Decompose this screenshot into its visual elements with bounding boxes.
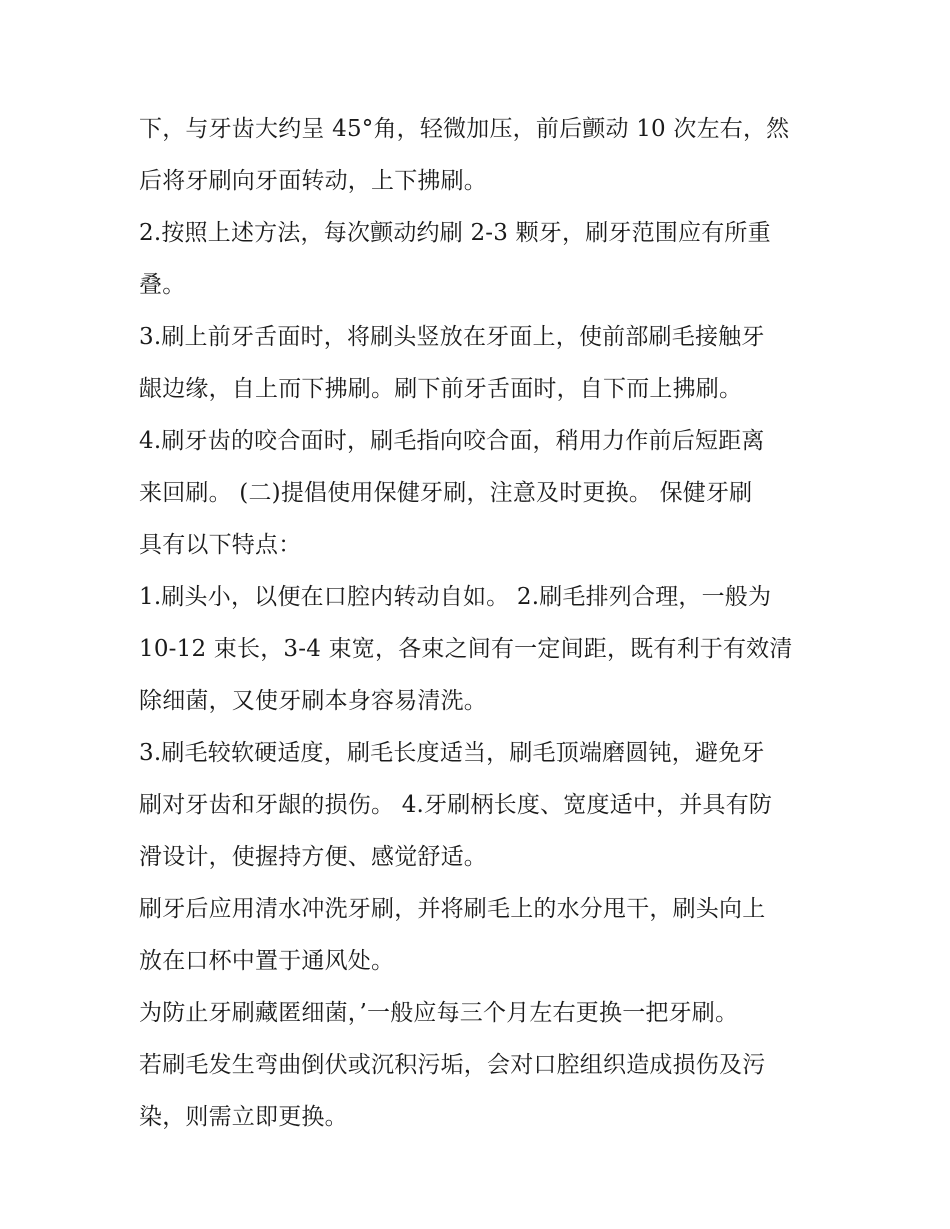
text-line: 具有以下特点： xyxy=(139,532,302,558)
text-line: 1.刷头小，以便在口腔内转动自如。 2.刷毛排列合理，一般为 xyxy=(139,584,772,610)
document-body xyxy=(139,103,819,1143)
text-line: 染，则需立即更换。 xyxy=(139,1104,348,1130)
text-line: 除细菌，又使牙刷本身容易清洗。 xyxy=(139,688,487,714)
text-line: 为防止牙刷藏匿细菌，’一般应每三个月左右更换一把牙刷。 xyxy=(139,1000,739,1026)
text-line: 龈边缘，自上而下拂刷。刷下前牙舌面时，自下而上拂刷。 xyxy=(139,376,743,402)
text-line: 3.刷毛较软硬适度，刷毛长度适当，刷毛顶端磨圆钝，避免牙 xyxy=(139,740,765,766)
text-line: 放在口杯中置于通风处。 xyxy=(139,948,395,974)
text-line: 下，与牙齿大约呈 45°角，轻微加压，前后颤动 10 次左右，然 xyxy=(139,116,790,142)
text-line: 刷牙后应用清水冲洗牙刷，并将刷毛上的水分甩干，刷头向上 xyxy=(139,896,766,922)
text-line: 后将牙刷向牙面转动，上下拂刷。 xyxy=(139,168,487,194)
text-line: 刷对牙齿和牙龈的损伤。 4.牙刷柄长度、宽度适中，并具有防 xyxy=(139,792,773,818)
text-line: 4.刷牙齿的咬合面时，刷毛指向咬合面，稍用力作前后短距离 xyxy=(139,428,765,454)
text-line: 2.按照上述方法，每次颤动约刷 2-3 颗牙，刷牙范围应有所重 xyxy=(139,220,771,246)
text-line: 叠。 xyxy=(139,272,186,298)
text-line: 若刷毛发生弯曲倒伏或沉积污垢，会对口腔组织造成损伤及污 xyxy=(139,1052,766,1078)
text-line: 10-12 束长，3-4 束宽，各束之间有一定间距，既有利于有效清 xyxy=(139,636,793,662)
text-line: 滑设计，使握持方便、感觉舒适。 xyxy=(139,844,487,870)
text-line: 3.刷上前牙舌面时，将刷头竖放在牙面上，使前部刷毛接触牙 xyxy=(139,324,765,350)
text-line: 来回刷。 (二)提倡使用保健牙刷，注意及时更换。 保健牙刷 xyxy=(139,480,753,506)
